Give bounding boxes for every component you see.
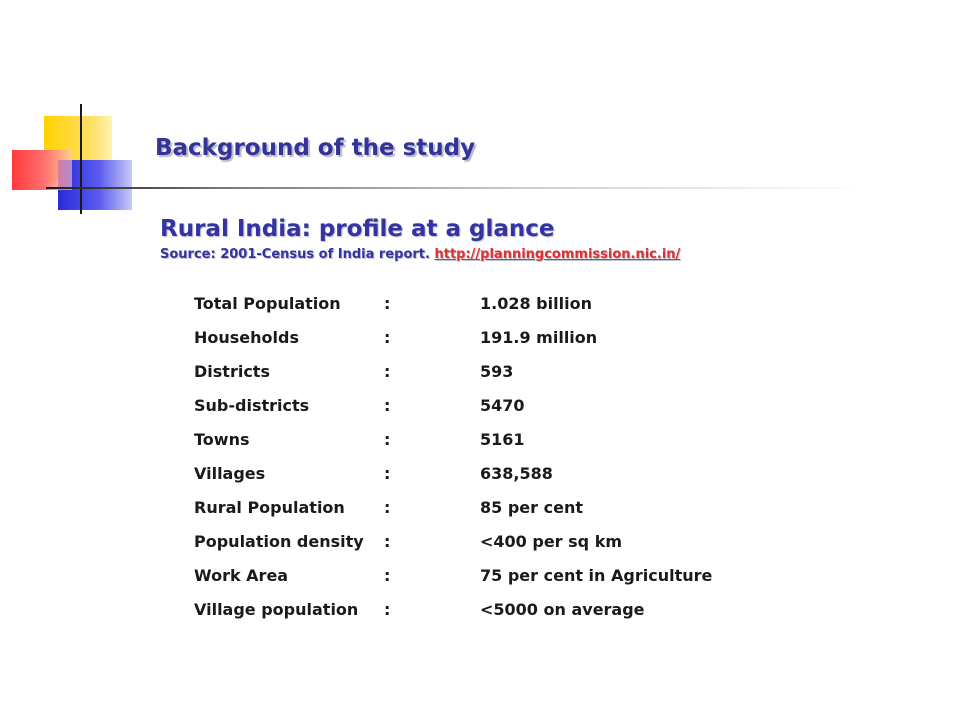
profile-value: 75 per cent in Agriculture [480, 565, 713, 585]
profile-separator: : [384, 565, 391, 585]
table-row [194, 558, 780, 592]
profile-label: Districts [194, 361, 270, 381]
profile-label: Households [194, 327, 299, 347]
profile-table-body [194, 286, 780, 626]
profile-label: Villages [194, 463, 266, 483]
table-row [194, 320, 780, 354]
table-row [194, 490, 780, 524]
profile-label: Towns [194, 429, 250, 449]
profile-value: <5000 on average [480, 599, 645, 619]
decorative-vertical-line [80, 104, 82, 214]
profile-value: 5161 [480, 429, 525, 449]
table-row [194, 354, 780, 388]
table-row [194, 286, 780, 320]
profile-separator: : [384, 293, 391, 313]
profile-value: 638,588 [480, 463, 553, 483]
profile-label: Village population [194, 599, 359, 619]
profile-label: Population density [194, 531, 364, 551]
profile-value: 1.028 billion [480, 293, 592, 313]
profile-value: 593 [480, 361, 514, 381]
source-line [160, 247, 680, 262]
source-label: Source: 2001-Census of India report. [160, 247, 435, 262]
profile-separator: : [384, 599, 391, 619]
source-link[interactable]: http://planningcommission.nic.in/ [434, 247, 681, 262]
table-row [194, 524, 780, 558]
table-row [194, 592, 780, 626]
profile-value: 85 per cent [480, 497, 583, 517]
decorative-horizontal-line [46, 187, 866, 189]
profile-separator: : [384, 463, 391, 483]
profile-separator: : [384, 497, 391, 517]
profile-label: Total Population [194, 293, 341, 313]
table-row [194, 422, 780, 456]
profile-value: <400 per sq km [480, 531, 622, 551]
profile-separator: : [384, 327, 391, 347]
slide-title: Background of the study [155, 135, 476, 161]
profile-label: Sub-districts [194, 395, 310, 415]
profile-separator: : [384, 429, 391, 449]
profile-label: Work Area [194, 565, 289, 585]
table-row [194, 456, 780, 490]
profile-separator: : [384, 361, 391, 381]
profile-table [194, 286, 780, 626]
profile-label: Rural Population [194, 497, 345, 517]
table-row [194, 388, 780, 422]
slide-subtitle: Rural India: profile at a glance [160, 216, 555, 242]
profile-separator: : [384, 531, 391, 551]
profile-separator: : [384, 395, 391, 415]
profile-value: 5470 [480, 395, 525, 415]
decorative-red-square [12, 150, 72, 190]
profile-value: 191.9 million [480, 327, 598, 347]
